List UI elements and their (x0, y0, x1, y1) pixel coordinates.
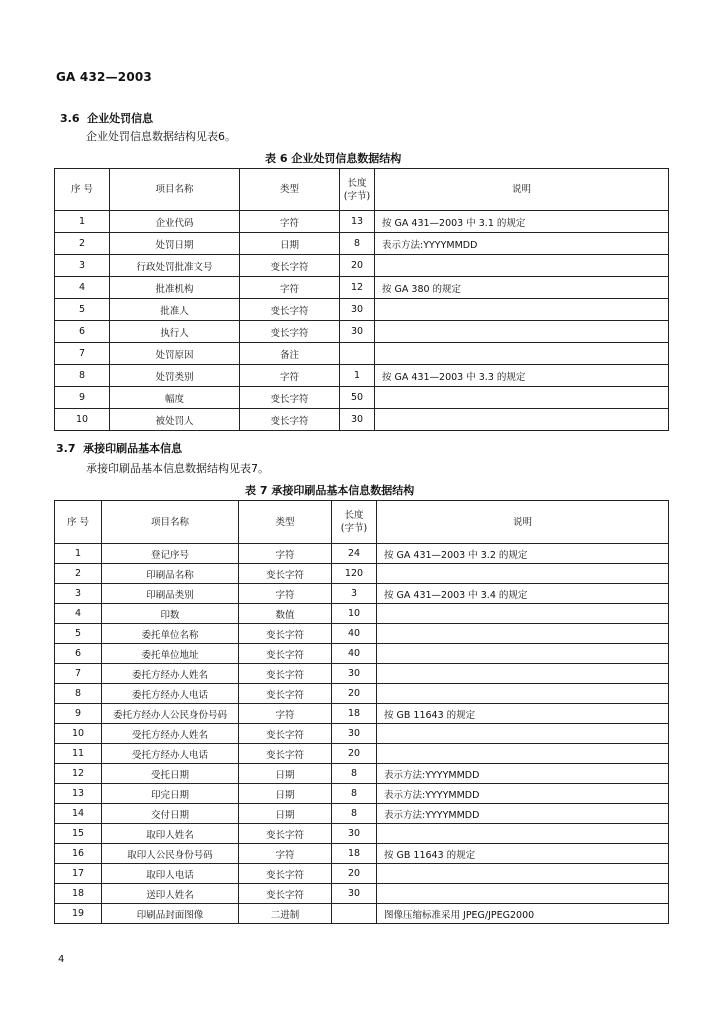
cell-length: 30 (332, 884, 377, 904)
table-row (55, 299, 669, 321)
cell-description (375, 255, 669, 277)
cell-item-name: 登记序号 (102, 544, 239, 564)
cell-item-name: 印刷品封面图像 (102, 904, 239, 924)
table-row (55, 321, 669, 343)
cell-description: 按 GA 431—2003 中 3.4 的规定 (377, 584, 669, 604)
cell-description (375, 321, 669, 343)
table-header-row (55, 169, 669, 211)
cell-description (375, 299, 669, 321)
cell-seq: 9 (55, 704, 102, 724)
header-seq: 序 号 (55, 169, 110, 211)
cell-type: 变长字符 (239, 724, 332, 744)
cell-length: 8 (332, 784, 377, 804)
cell-item-name: 委托方经办人公民身份号码 (102, 704, 239, 724)
cell-type: 变长字符 (239, 744, 332, 764)
cell-length (332, 904, 377, 924)
cell-length: 30 (340, 409, 375, 431)
cell-seq: 8 (55, 365, 110, 387)
cell-type: 变长字符 (240, 299, 340, 321)
cell-item-name: 被处罚人 (110, 409, 240, 431)
cell-length: 20 (340, 255, 375, 277)
cell-length: 8 (340, 233, 375, 255)
cell-item-name: 印刷品类别 (102, 584, 239, 604)
cell-length: 50 (340, 387, 375, 409)
cell-seq: 10 (55, 409, 110, 431)
header-length: 长度 (字节) (332, 501, 377, 544)
cell-length: 10 (332, 604, 377, 624)
cell-item-name: 取印人电话 (102, 864, 239, 884)
table-row (55, 784, 669, 804)
cell-description: 按 GA 431—2003 中 3.2 的规定 (377, 544, 669, 564)
cell-seq: 5 (55, 624, 102, 644)
section-number: 3.7 (56, 442, 76, 455)
cell-length: 20 (332, 744, 377, 764)
cell-item-name: 受托方经办人姓名 (102, 724, 239, 744)
cell-seq: 3 (55, 584, 102, 604)
page-number: 4 (58, 954, 65, 965)
cell-seq: 16 (55, 844, 102, 864)
header-type: 类型 (239, 501, 332, 544)
section-3-6-intro: 企业处罚信息数据结构见表6。 (86, 130, 236, 143)
cell-item-name: 交付日期 (102, 804, 239, 824)
cell-description (377, 644, 669, 664)
cell-item-name: 受托方经办人电话 (102, 744, 239, 764)
cell-type: 变长字符 (239, 684, 332, 704)
table-6 (54, 168, 669, 431)
table-6-caption: 表 6 企业处罚信息数据结构 (265, 152, 402, 165)
cell-item-name: 委托方经办人电话 (102, 684, 239, 704)
cell-length: 30 (340, 299, 375, 321)
table-row (55, 211, 669, 233)
header-description: 说明 (375, 169, 669, 211)
cell-item-name: 委托单位地址 (102, 644, 239, 664)
cell-length: 8 (332, 764, 377, 784)
cell-type: 变长字符 (240, 321, 340, 343)
table-row (55, 724, 669, 744)
cell-item-name: 受托日期 (102, 764, 239, 784)
cell-type: 备注 (240, 343, 340, 365)
cell-item-name: 批准人 (110, 299, 240, 321)
cell-description: 表示方法:YYYYMMDD (377, 784, 669, 804)
cell-description: 表示方法:YYYYMMDD (375, 233, 669, 255)
header-type: 类型 (240, 169, 340, 211)
table-row (55, 884, 669, 904)
table-header-row (55, 501, 669, 544)
cell-seq: 7 (55, 343, 110, 365)
cell-type: 字符 (239, 584, 332, 604)
table-row (55, 604, 669, 624)
cell-description (375, 343, 669, 365)
cell-seq: 12 (55, 764, 102, 784)
cell-seq: 2 (55, 564, 102, 584)
table-row (55, 904, 669, 924)
cell-item-name: 印数 (102, 604, 239, 624)
cell-seq: 6 (55, 644, 102, 664)
cell-description (377, 664, 669, 684)
section-3-7-heading (56, 440, 182, 456)
cell-length: 40 (332, 624, 377, 644)
cell-type: 变长字符 (240, 409, 340, 431)
cell-description (375, 409, 669, 431)
cell-type: 变长字符 (240, 255, 340, 277)
cell-seq: 7 (55, 664, 102, 684)
cell-seq: 15 (55, 824, 102, 844)
document-header: GA 432—2003 (56, 70, 152, 84)
cell-item-name: 企业代码 (110, 211, 240, 233)
cell-seq: 17 (55, 864, 102, 884)
cell-type: 字符 (239, 544, 332, 564)
cell-length: 3 (332, 584, 377, 604)
table-row (55, 365, 669, 387)
cell-type: 字符 (240, 211, 340, 233)
table-row (55, 584, 669, 604)
table-row (55, 544, 669, 564)
header-description: 说明 (377, 501, 669, 544)
cell-item-name: 执行人 (110, 321, 240, 343)
section-3-6-heading (60, 110, 153, 126)
cell-seq: 3 (55, 255, 110, 277)
cell-description (375, 387, 669, 409)
cell-type: 日期 (239, 764, 332, 784)
cell-length: 1 (340, 365, 375, 387)
cell-description: 表示方法:YYYYMMDD (377, 764, 669, 784)
cell-length: 30 (340, 321, 375, 343)
cell-seq: 1 (55, 211, 110, 233)
table-row (55, 824, 669, 844)
cell-description (377, 884, 669, 904)
cell-length: 24 (332, 544, 377, 564)
table-row (55, 409, 669, 431)
table-row (55, 564, 669, 584)
cell-item-name: 行政处罚批准文号 (110, 255, 240, 277)
cell-item-name: 委托单位名称 (102, 624, 239, 644)
cell-seq: 18 (55, 884, 102, 904)
cell-type: 变长字符 (239, 664, 332, 684)
cell-seq: 14 (55, 804, 102, 824)
cell-type: 变长字符 (239, 644, 332, 664)
cell-length: 12 (340, 277, 375, 299)
cell-seq: 10 (55, 724, 102, 744)
header-seq: 序 号 (55, 501, 102, 544)
table-row (55, 277, 669, 299)
cell-item-name: 处罚日期 (110, 233, 240, 255)
cell-type: 日期 (239, 784, 332, 804)
cell-type: 字符 (239, 704, 332, 724)
cell-item-name: 委托方经办人姓名 (102, 664, 239, 684)
cell-seq: 19 (55, 904, 102, 924)
cell-description: 图像压缩标准采用 JPEG/JPEG2000 (377, 904, 669, 924)
cell-length: 20 (332, 864, 377, 884)
cell-item-name: 送印人姓名 (102, 884, 239, 904)
cell-length: 8 (332, 804, 377, 824)
cell-type: 变长字符 (239, 564, 332, 584)
table-row (55, 644, 669, 664)
table-row (55, 844, 669, 864)
table-row (55, 255, 669, 277)
cell-description: 按 GB 11643 的规定 (377, 704, 669, 724)
table-row (55, 704, 669, 724)
cell-type: 变长字符 (239, 884, 332, 904)
cell-length: 18 (332, 704, 377, 724)
cell-seq: 4 (55, 604, 102, 624)
cell-length: 30 (332, 664, 377, 684)
header-item-name: 项目名称 (102, 501, 239, 544)
table-row (55, 664, 669, 684)
cell-description (377, 864, 669, 884)
cell-description: 按 GA 380 的规定 (375, 277, 669, 299)
header-item-name: 项目名称 (110, 169, 240, 211)
cell-type: 字符 (239, 844, 332, 864)
table-row (55, 684, 669, 704)
cell-type: 字符 (240, 277, 340, 299)
cell-description: 按 GA 431—2003 中 3.3 的规定 (375, 365, 669, 387)
cell-length: 30 (332, 824, 377, 844)
table-row (55, 864, 669, 884)
cell-item-name: 取印人姓名 (102, 824, 239, 844)
cell-seq: 9 (55, 387, 110, 409)
table-row (55, 343, 669, 365)
cell-seq: 8 (55, 684, 102, 704)
cell-seq: 13 (55, 784, 102, 804)
cell-description (377, 724, 669, 744)
cell-seq: 1 (55, 544, 102, 564)
cell-description (377, 564, 669, 584)
cell-description: 表示方法:YYYYMMDD (377, 804, 669, 824)
cell-type: 变长字符 (239, 864, 332, 884)
cell-description (377, 744, 669, 764)
table-row (55, 744, 669, 764)
cell-type: 日期 (239, 804, 332, 824)
section-title: 企业处罚信息 (87, 112, 154, 125)
header-length: 长度 (字节) (340, 169, 375, 211)
cell-length: 18 (332, 844, 377, 864)
table-7-caption: 表 7 承接印刷品基本信息数据结构 (245, 484, 415, 497)
cell-length: 30 (332, 724, 377, 744)
cell-description (377, 604, 669, 624)
cell-item-name: 幅度 (110, 387, 240, 409)
table-row (55, 387, 669, 409)
cell-type: 变长字符 (239, 824, 332, 844)
cell-item-name: 处罚类别 (110, 365, 240, 387)
table-7 (54, 500, 669, 924)
cell-item-name: 处罚原因 (110, 343, 240, 365)
table-row (55, 624, 669, 644)
cell-length: 20 (332, 684, 377, 704)
cell-seq: 11 (55, 744, 102, 764)
cell-item-name: 批准机构 (110, 277, 240, 299)
cell-description: 按 GA 431—2003 中 3.1 的规定 (375, 211, 669, 233)
cell-length: 40 (332, 644, 377, 664)
cell-item-name: 印完日期 (102, 784, 239, 804)
cell-type: 变长字符 (239, 624, 332, 644)
cell-description (377, 824, 669, 844)
cell-seq: 2 (55, 233, 110, 255)
table-row (55, 233, 669, 255)
cell-length (340, 343, 375, 365)
section-number: 3.6 (60, 112, 80, 125)
cell-description (377, 684, 669, 704)
cell-type: 变长字符 (240, 387, 340, 409)
cell-seq: 6 (55, 321, 110, 343)
cell-seq: 4 (55, 277, 110, 299)
cell-item-name: 取印人公民身份号码 (102, 844, 239, 864)
cell-description: 按 GB 11643 的规定 (377, 844, 669, 864)
cell-seq: 5 (55, 299, 110, 321)
table-row (55, 804, 669, 824)
cell-type: 数值 (239, 604, 332, 624)
section-3-7-intro: 承接印刷品基本信息数据结构见表7。 (86, 462, 269, 475)
cell-type: 二进制 (239, 904, 332, 924)
cell-type: 字符 (240, 365, 340, 387)
cell-description (377, 624, 669, 644)
section-title: 承接印刷品基本信息 (83, 442, 183, 455)
cell-item-name: 印刷品名称 (102, 564, 239, 584)
cell-length: 13 (340, 211, 375, 233)
cell-length: 120 (332, 564, 377, 584)
cell-type: 日期 (240, 233, 340, 255)
table-row (55, 764, 669, 784)
